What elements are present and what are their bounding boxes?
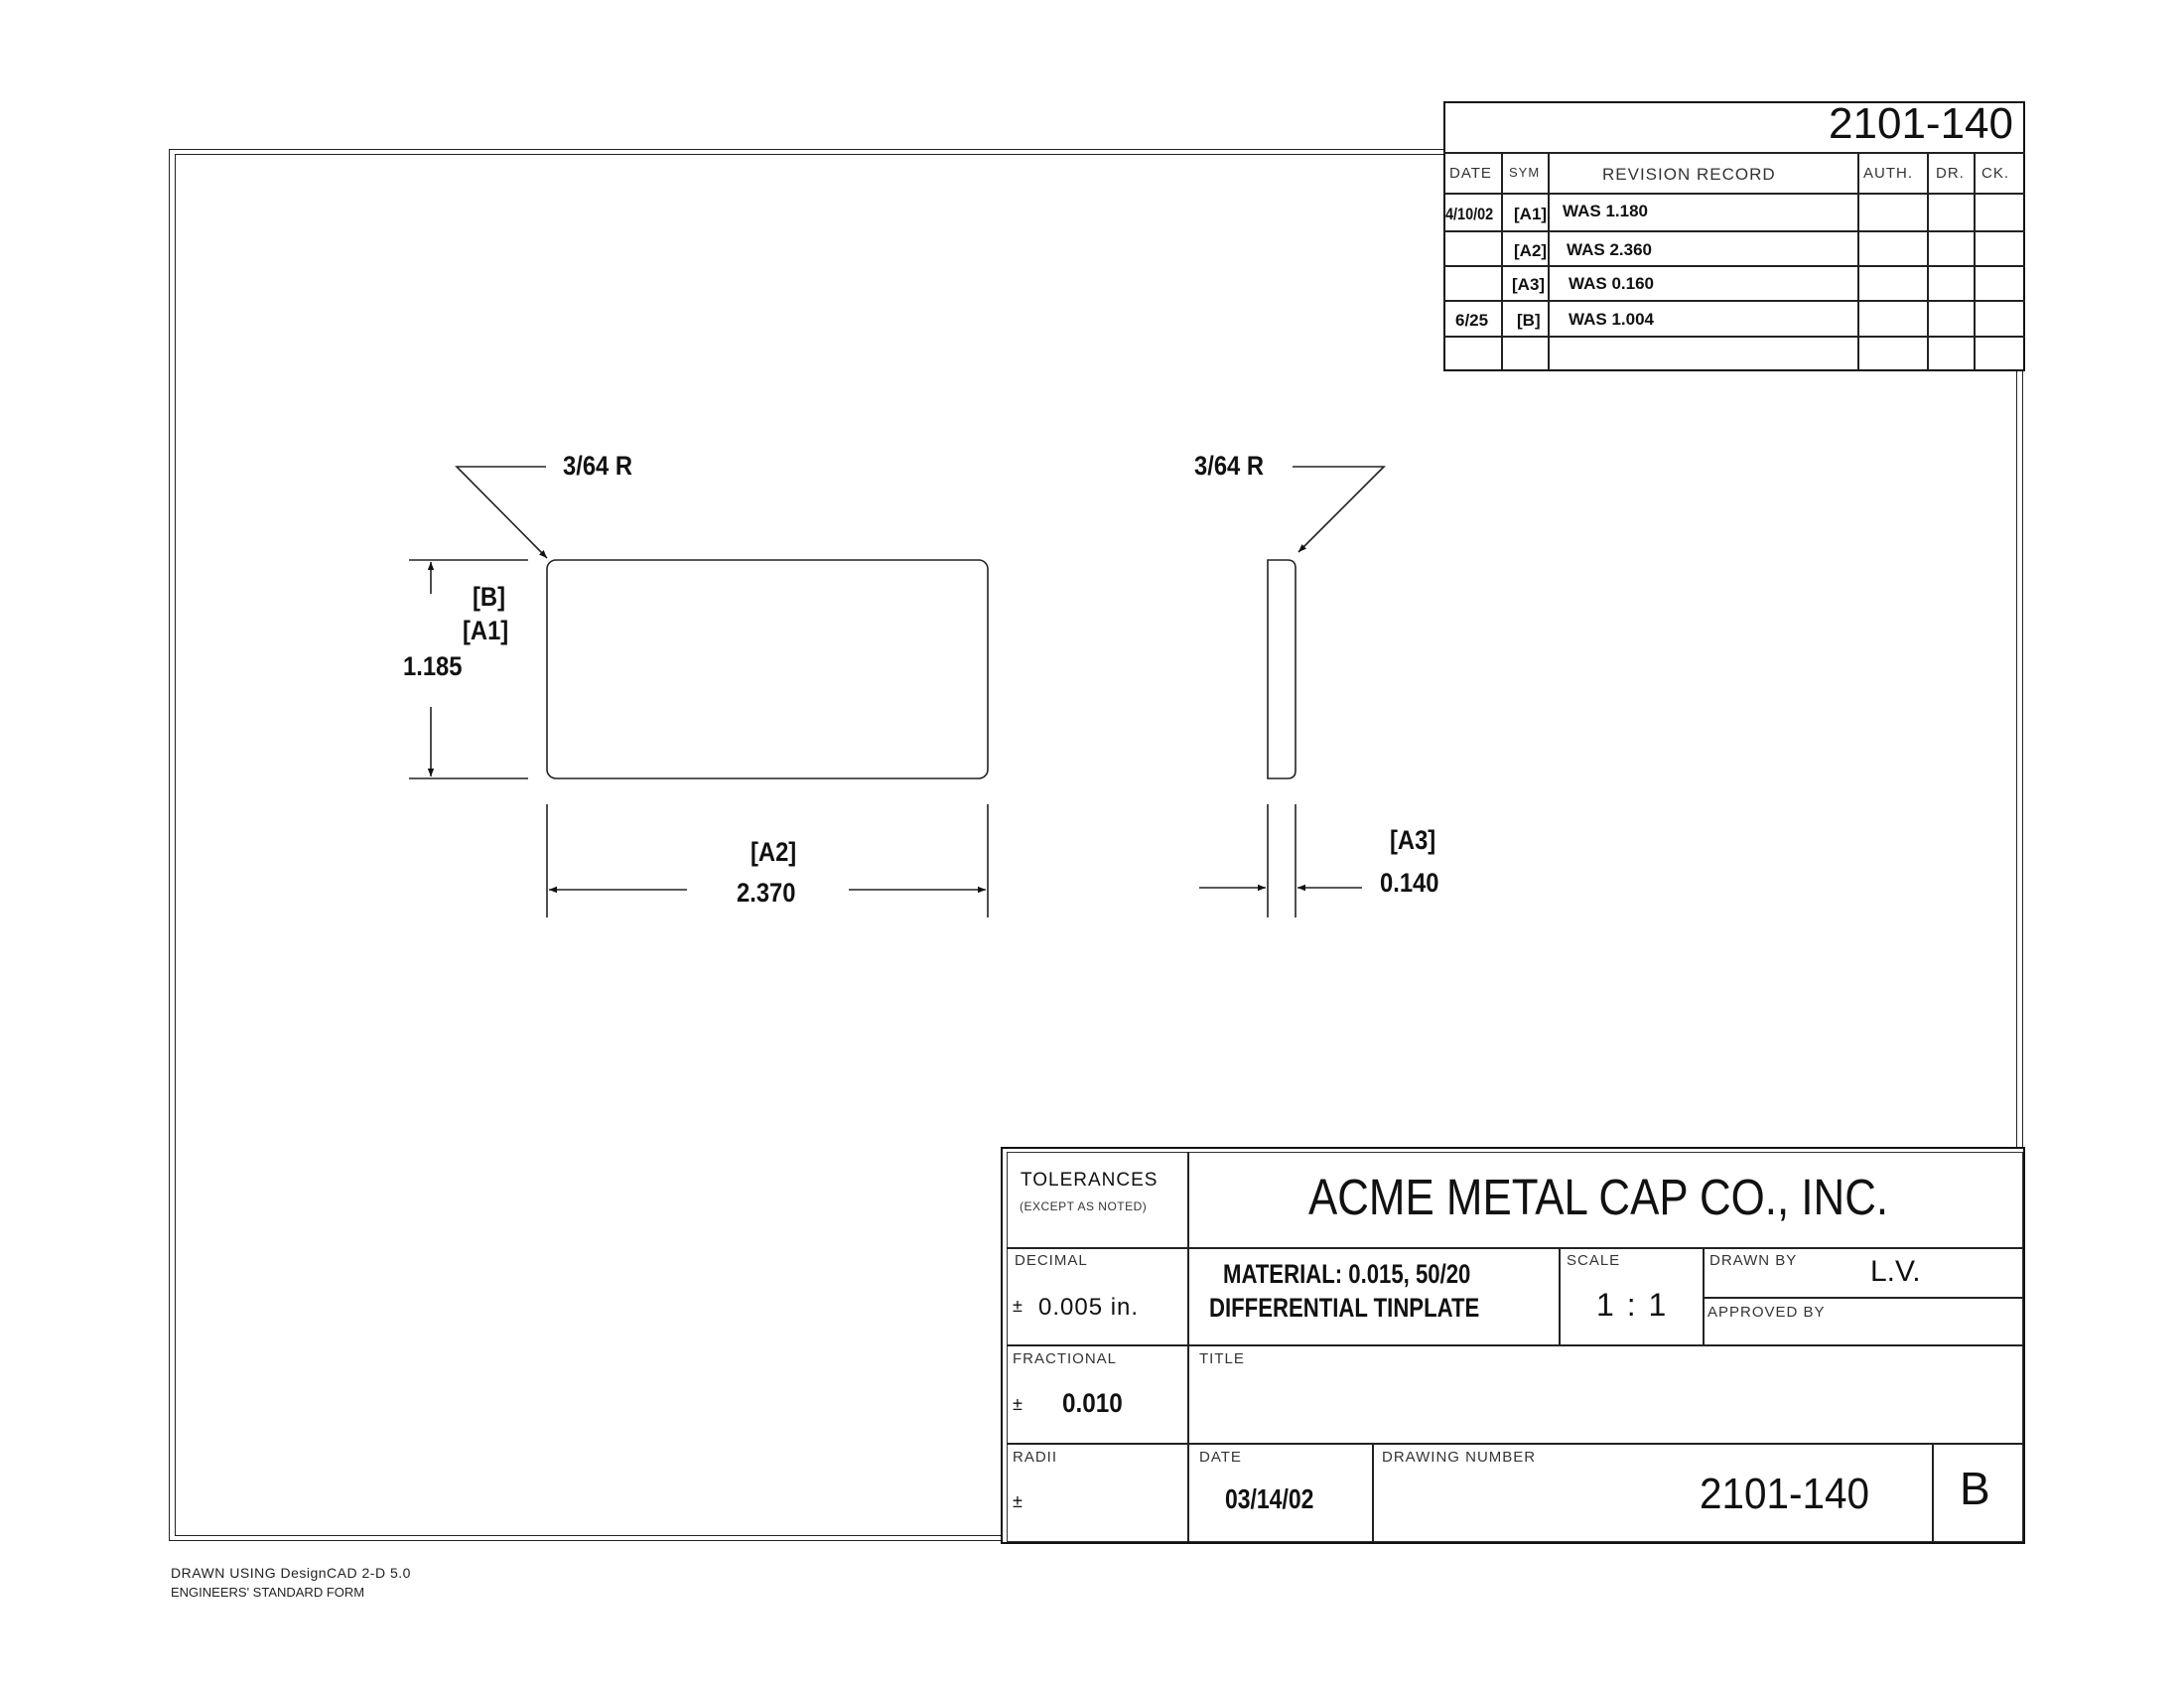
approved-by-label: APPROVED BY — [1707, 1304, 1826, 1321]
scale-value: 1 : 1 — [1596, 1287, 1669, 1323]
thickness-value: 0.140 — [1380, 868, 1439, 898]
fractional-plus-minus: ± — [1013, 1394, 1023, 1414]
tolerances-sub: (EXCEPT AS NOTED) — [1020, 1199, 1148, 1213]
rev-row-1-record: WAS 1.180 — [1563, 202, 1648, 220]
decimal-label: DECIMAL — [1015, 1252, 1088, 1269]
decimal-plus-minus: ± — [1013, 1296, 1023, 1316]
side-radius-leader — [1293, 467, 1384, 552]
decimal-value: 0.005 in. — [1038, 1294, 1140, 1321]
front-radius-leader — [457, 467, 547, 558]
rev-col-ck: CK. — [1981, 165, 2010, 182]
rev-row-2-record: WAS 2.360 — [1567, 240, 1652, 259]
front-radius-note: 3/64 R — [563, 451, 633, 481]
rev-col-date: DATE — [1449, 165, 1492, 182]
fractional-value: 0.010 — [1062, 1388, 1123, 1418]
radii-plus-minus: ± — [1013, 1491, 1023, 1511]
radii-label: RADII — [1013, 1449, 1058, 1466]
company-name: ACME METAL CAP CO., INC. — [1308, 1169, 1889, 1225]
rev-col-dr: DR. — [1936, 165, 1965, 182]
footer-line-1: DRAWN USING DesignCAD 2-D 5.0 — [171, 1565, 411, 1581]
revision-letter: B — [1960, 1463, 1990, 1514]
tolerances-label: TOLERANCES — [1021, 1170, 1159, 1191]
footer-line-2: ENGINEERS' STANDARD FORM — [171, 1585, 365, 1600]
thickness-label-a3: [A3] — [1390, 825, 1436, 855]
drawing-number-label: DRAWING NUMBER — [1382, 1449, 1537, 1466]
rev-col-record: REVISION RECORD — [1602, 165, 1776, 184]
rev-col-auth: AUTH. — [1863, 165, 1913, 182]
rev-col-sym: SYM — [1509, 165, 1541, 180]
height-label-a1: [A1] — [463, 616, 509, 645]
drawing-number-value: 2101-140 — [1700, 1470, 1870, 1518]
material-line-1: MATERIAL: 0.015, 50/20 — [1223, 1259, 1471, 1289]
front-view-plate — [547, 560, 988, 778]
revision-header-number: 2101-140 — [1829, 99, 2013, 148]
rev-row-2-sym: [A2] — [1514, 241, 1548, 260]
scale-label: SCALE — [1567, 1252, 1621, 1269]
date-value: 03/14/02 — [1225, 1483, 1314, 1514]
date-label: DATE — [1199, 1449, 1242, 1466]
rev-row-1-date: 4/10/02 — [1445, 205, 1494, 223]
side-radius-note: 3/64 R — [1194, 451, 1265, 481]
height-value: 1.185 — [403, 651, 463, 681]
drawn-by-value: L.V. — [1870, 1255, 1921, 1288]
width-value: 2.370 — [737, 878, 796, 908]
side-view-plate — [1268, 560, 1296, 778]
rev-row-4-record: WAS 1.004 — [1569, 310, 1654, 329]
rev-row-1-sym: [A1] — [1514, 205, 1548, 223]
drawn-by-label: DRAWN BY — [1709, 1252, 1798, 1269]
title-label: TITLE — [1199, 1350, 1245, 1367]
rev-row-3-record: WAS 0.160 — [1569, 274, 1654, 293]
fractional-label: FRACTIONAL — [1013, 1350, 1118, 1367]
rev-row-4-date: 6/25 — [1455, 311, 1489, 330]
height-label-b: [B] — [473, 582, 505, 612]
material-line-2: DIFFERENTIAL TINPLATE — [1209, 1293, 1480, 1323]
width-label-a2: [A2] — [751, 837, 797, 867]
rev-row-3-sym: [A3] — [1512, 275, 1546, 294]
rev-row-4-sym: [B] — [1517, 311, 1541, 330]
